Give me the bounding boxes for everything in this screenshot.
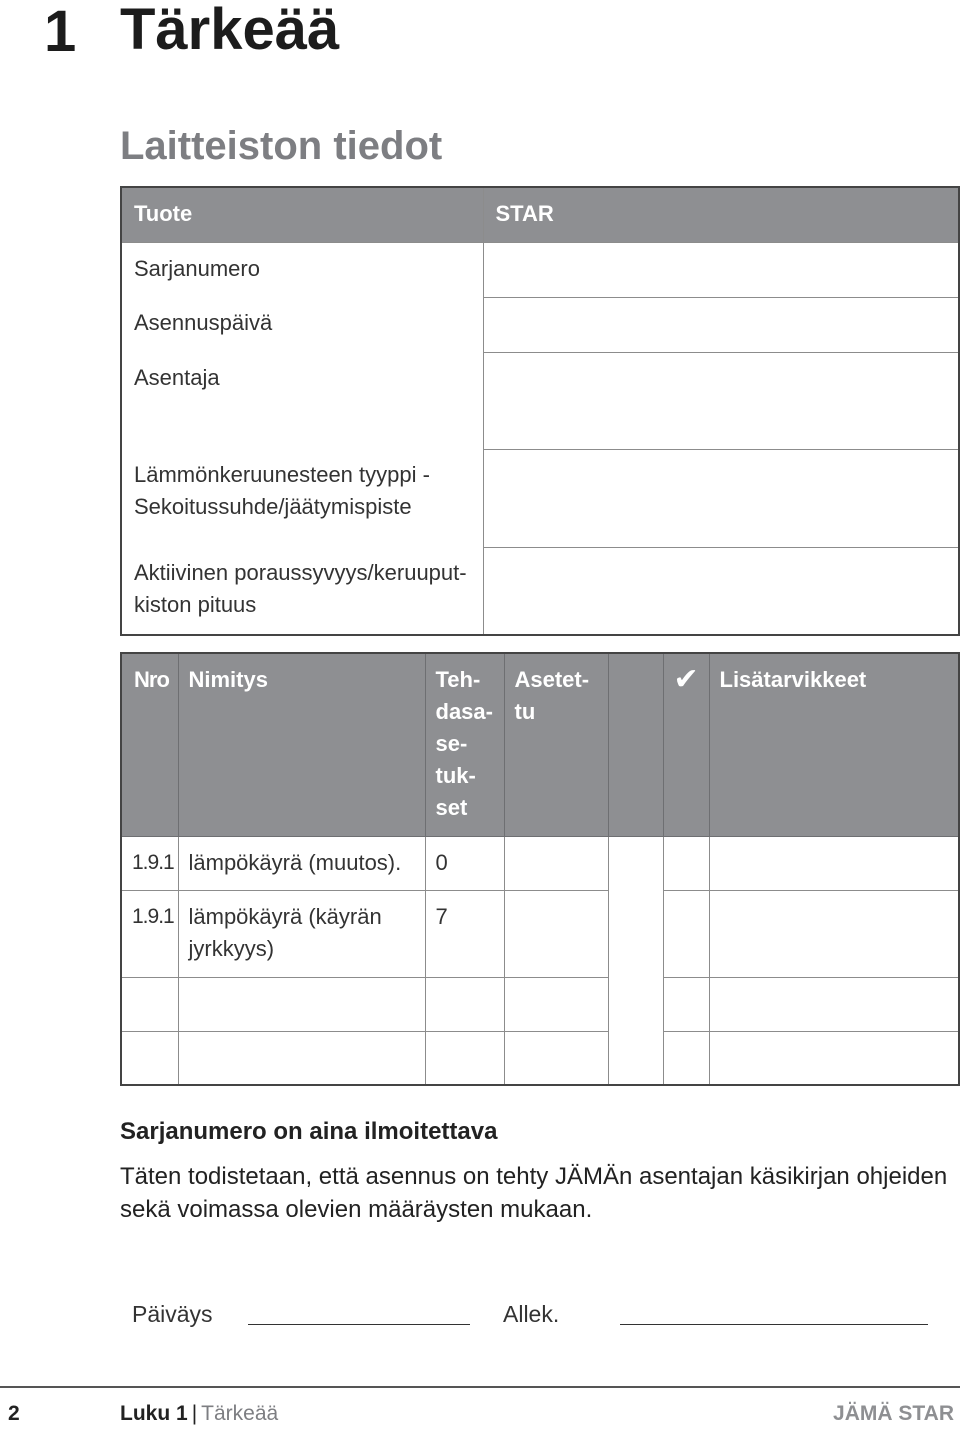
chapter-number: 1 <box>44 0 77 64</box>
footer-divider <box>0 1386 960 1388</box>
row-check-cell[interactable] <box>663 890 709 977</box>
col-header-accessories: Lisätarvikkeet <box>709 653 959 836</box>
footer-chapter-name: Tärkeää <box>201 1402 279 1425</box>
info-row-fluid-type <box>121 449 959 547</box>
signature-label: Allek. <box>503 1301 560 1327</box>
notice-text: Täten todistetaan, että asennus on tehty JÄMÄn asentajan käsikirjan ohjeiden sekä voimassa olevien määräysten mukaan. <box>120 1163 948 1223</box>
row-accessory-cell[interactable] <box>709 836 959 890</box>
row-factory-value <box>425 977 504 1031</box>
info-row-drill-depth <box>121 547 959 635</box>
row-factory-value: 0 <box>425 836 504 890</box>
col-header-nimitys: Nimitys <box>178 653 425 836</box>
footer-separator: | <box>191 1402 198 1425</box>
date-label: Päiväys <box>132 1301 213 1327</box>
row-nro <box>121 1031 178 1085</box>
row-factory-value: 7 <box>425 890 504 977</box>
page-number: 2 <box>8 1402 20 1425</box>
info-value-fluid-type[interactable] <box>483 449 959 547</box>
info-value-serial[interactable] <box>483 242 959 297</box>
info-value-install-date[interactable] <box>483 297 959 352</box>
row-set-value[interactable] <box>504 1031 608 1085</box>
row-accessory-cell[interactable] <box>709 890 959 977</box>
row-check-cell[interactable] <box>663 836 709 890</box>
info-header-label: Tuote <box>121 187 483 242</box>
notice-heading: Sarjanumero on aina ilmoitettava <box>120 1118 498 1145</box>
settings-header-row <box>121 653 959 836</box>
row-nro <box>121 977 178 1031</box>
row-name <box>178 977 425 1031</box>
info-header-value: STAR <box>483 187 959 242</box>
row-name: lämpökäyrä (muutos). <box>178 836 425 890</box>
settings-table <box>120 652 960 1086</box>
table-row <box>121 836 959 890</box>
row-name: lämpökäyrä (käyrän jyrkkyys) <box>178 890 425 977</box>
row-set-value[interactable] <box>504 836 608 890</box>
info-row-serial <box>121 242 959 297</box>
info-label-fluid-type: Lämmönkeruunesteen tyyppi - Sekoitussuhde/jäätymispiste <box>121 449 483 547</box>
row-accessory-cell[interactable] <box>709 1031 959 1085</box>
info-value-drill-depth[interactable] <box>483 547 959 635</box>
row-name <box>178 1031 425 1085</box>
info-row-installer <box>121 352 959 449</box>
footer-product: JÄMÄ STAR <box>833 1402 954 1425</box>
row-accessory-cell[interactable] <box>709 977 959 1031</box>
chapter-title: Tärkeää <box>120 0 340 62</box>
row-check-cell[interactable] <box>663 977 709 1031</box>
row-set-value[interactable] <box>504 890 608 977</box>
row-set-value[interactable] <box>504 977 608 1031</box>
col-header-blank <box>608 653 663 836</box>
info-label-install-date: Asennuspäivä <box>121 297 483 352</box>
row-factory-value <box>425 1031 504 1085</box>
table-row <box>121 1031 959 1085</box>
row-nro: 1.9.1 <box>121 890 178 977</box>
row-check-cell[interactable] <box>663 1031 709 1085</box>
col-header-factory: Teh-dasa-se-tuk-set <box>425 653 504 836</box>
footer-chapter-label: Luku 1 <box>120 1402 188 1425</box>
equipment-info-table <box>120 186 960 636</box>
row-nro: 1.9.1 <box>121 836 178 890</box>
date-line[interactable] <box>248 1324 470 1325</box>
col-header-nro: Nro <box>121 653 178 836</box>
footer-chapter <box>120 1402 278 1426</box>
check-icon: ✔ <box>663 653 709 836</box>
info-label-drill-depth: Aktiivinen poraussyvyys/keruuput-kiston pituus <box>121 547 483 635</box>
table-row <box>121 977 959 1031</box>
info-table-header-row <box>121 187 959 242</box>
info-value-installer[interactable] <box>483 352 959 449</box>
col-header-set: Asetet-tu <box>504 653 608 836</box>
section-title: Laitteiston tiedot <box>120 124 443 168</box>
table-row <box>121 890 959 977</box>
info-label-installer: Asentaja <box>121 352 483 449</box>
info-label-serial: Sarjanumero <box>121 242 483 297</box>
info-row-install-date <box>121 297 959 352</box>
blank-column-cell <box>608 836 663 1085</box>
signature-line[interactable] <box>620 1324 928 1325</box>
